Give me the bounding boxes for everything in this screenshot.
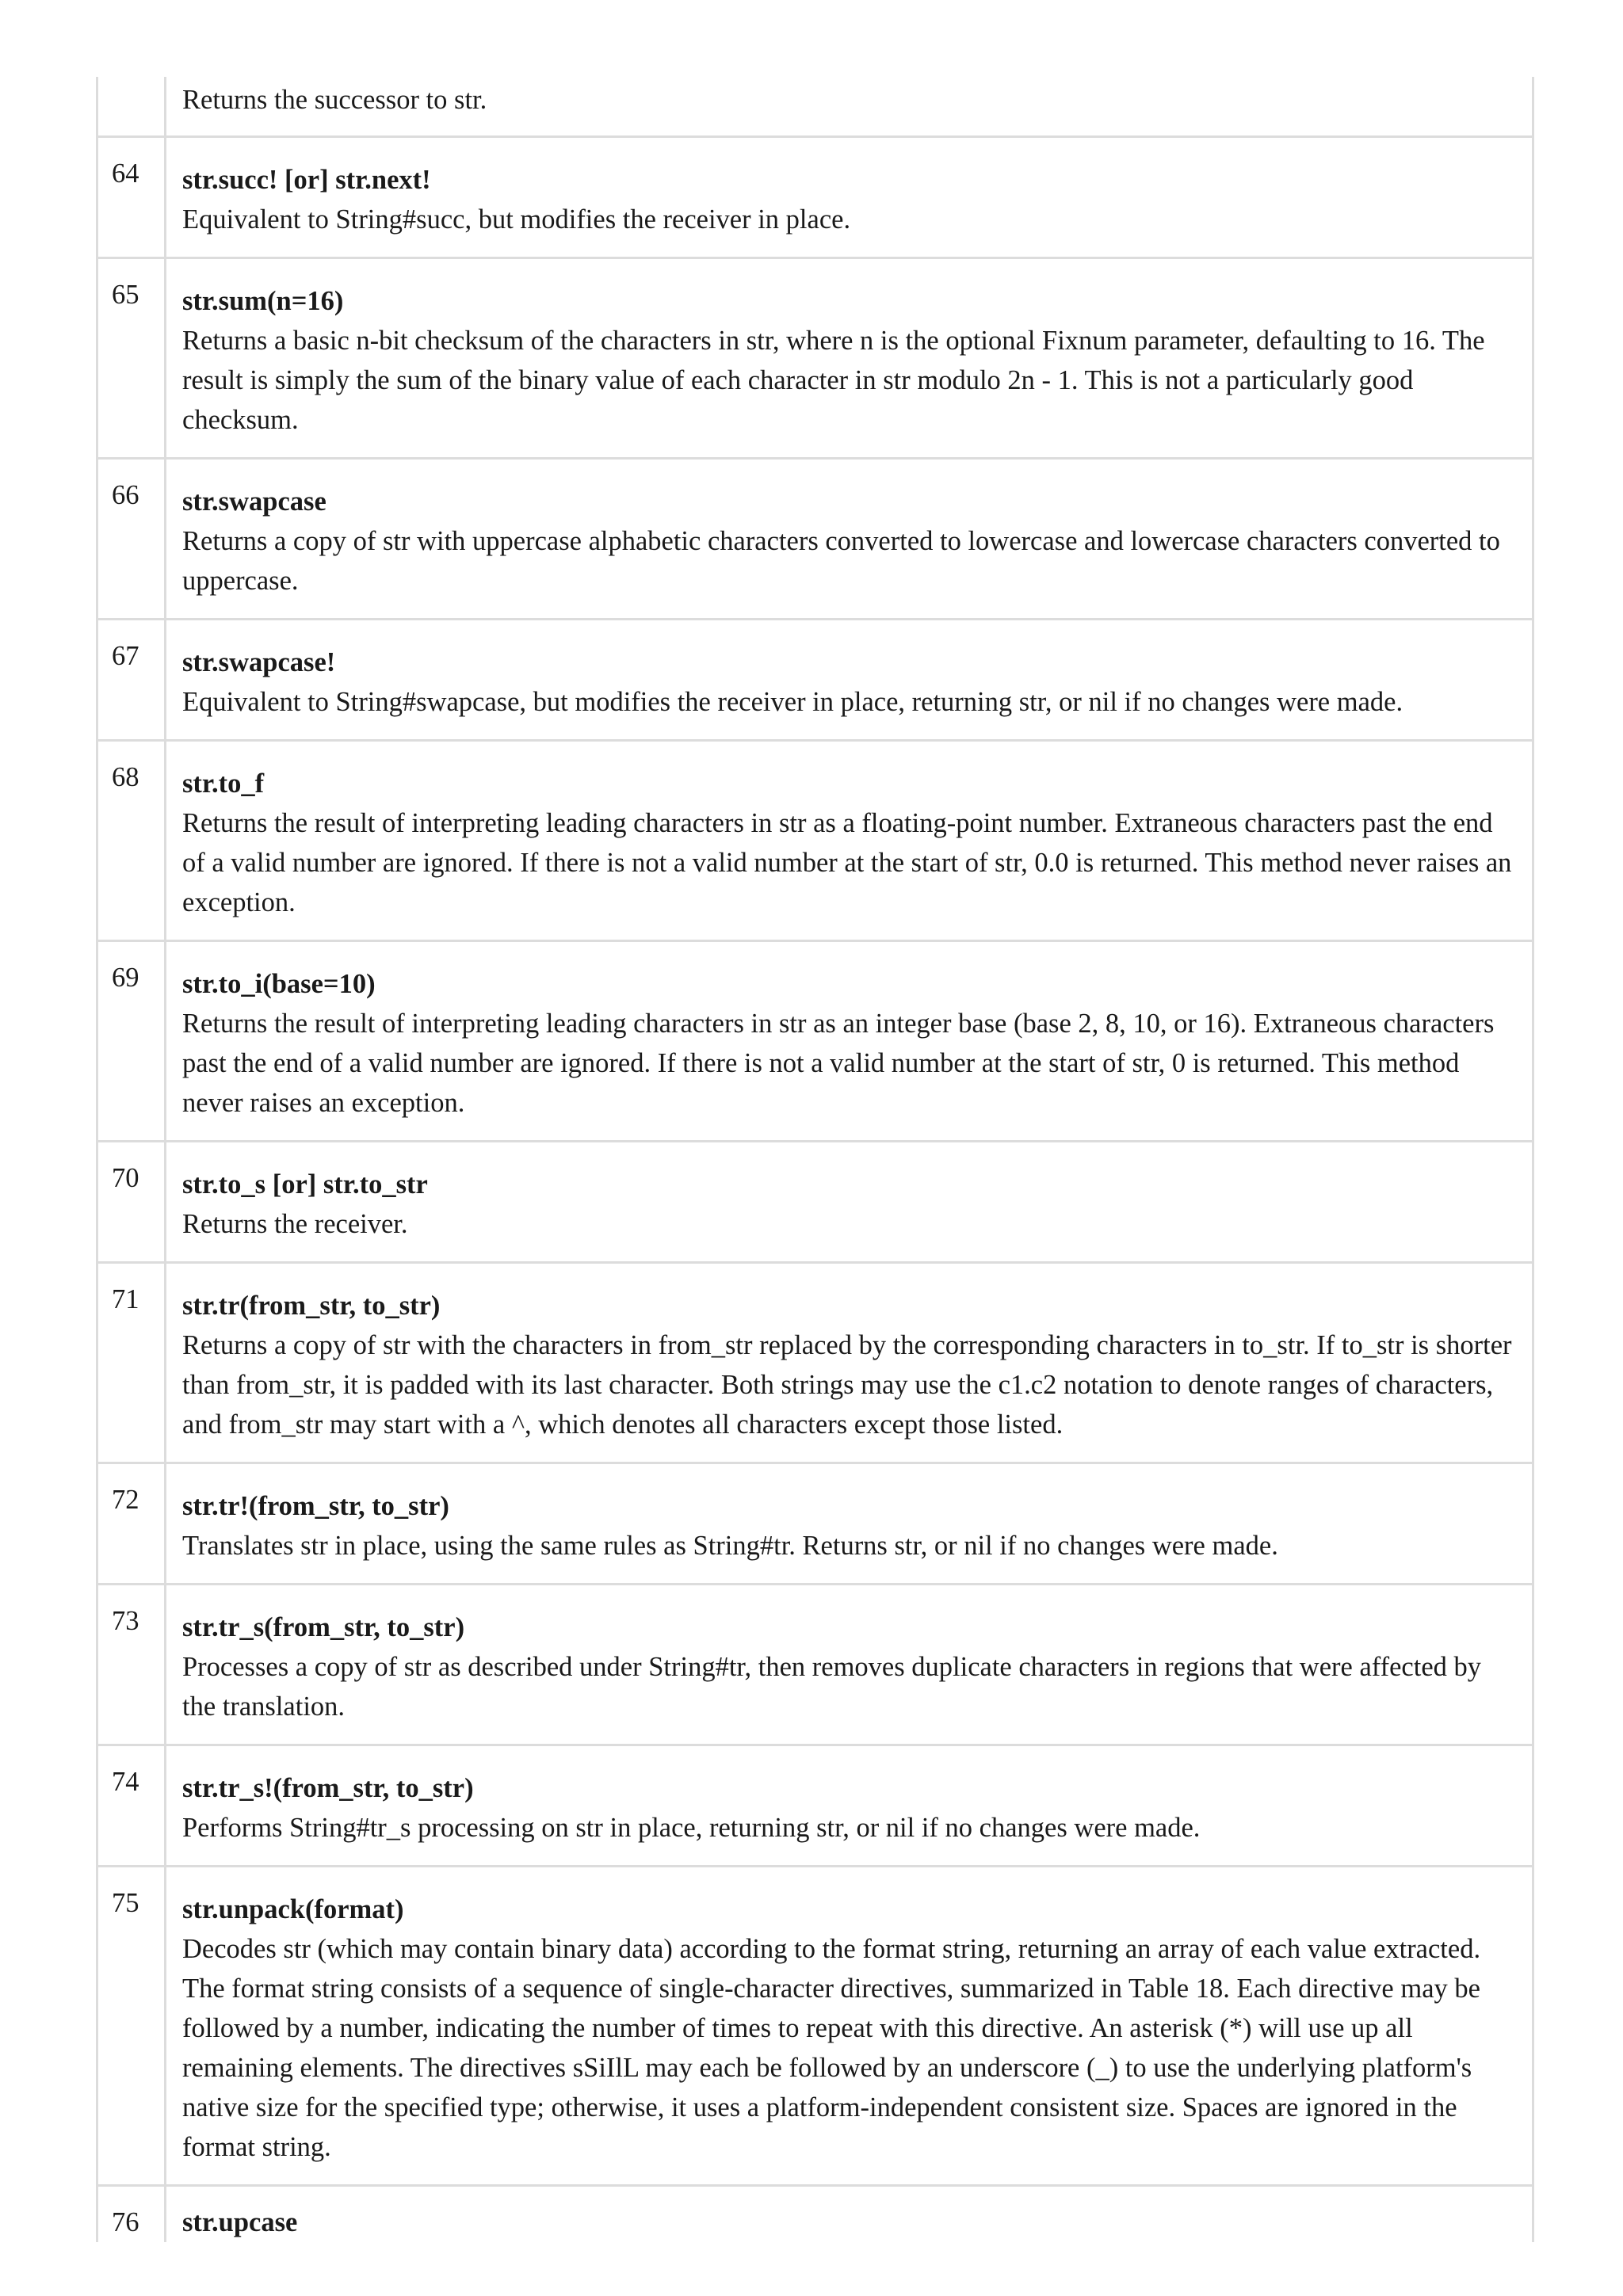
- method-signature: str.to_i(base=10): [182, 969, 376, 999]
- row-number: 73: [97, 1585, 166, 1745]
- table-row: [97, 137, 1533, 258]
- row-number: 76: [97, 2186, 166, 2243]
- table-row: [97, 1867, 1533, 2186]
- method-signature: str.tr_s(from_str, to_str): [182, 1612, 465, 1642]
- table-row: [97, 2186, 1533, 2243]
- row-number: 67: [97, 620, 166, 741]
- row-content: [166, 1463, 1533, 1585]
- table-row: [97, 1463, 1533, 1585]
- row-number: 69: [97, 941, 166, 1142]
- string-methods-table: [96, 77, 1534, 2242]
- method-description: Returns the receiver.: [182, 1209, 408, 1239]
- row-content: [166, 1263, 1533, 1463]
- table-row: [97, 1263, 1533, 1463]
- method-signature: str.sum(n=16): [182, 286, 344, 316]
- row-content: [166, 137, 1533, 258]
- row-content: [166, 2186, 1533, 2243]
- row-number: 66: [97, 459, 166, 620]
- method-signature: str.upcase: [182, 2207, 298, 2237]
- method-description: Returns a copy of str with the characters in from_str replaced by the corresponding characters in to_str. If to_str is shorter than from_str, it is padded with its last character. Both strings may use the c1.c2 notation to denote ranges of characters, and from_str may start with a ^, which denotes all characters except those listed.: [182, 1330, 1512, 1440]
- table-row: [97, 1585, 1533, 1745]
- method-signature: str.swapcase: [182, 486, 327, 517]
- row-content: [166, 741, 1533, 941]
- table-body: [97, 77, 1533, 2242]
- row-content: [166, 77, 1533, 137]
- row-number: 75: [97, 1867, 166, 2186]
- table-row: [97, 741, 1533, 941]
- method-signature: str.tr_s!(from_str, to_str): [182, 1773, 474, 1803]
- table-row: [97, 77, 1533, 137]
- method-description: Performs String#tr_s processing on str in place, returning str, or nil if no changes were made.: [182, 1813, 1201, 1843]
- method-signature: str.unpack(format): [182, 1894, 404, 1924]
- row-content: [166, 1585, 1533, 1745]
- table-row: [97, 459, 1533, 620]
- method-signature: str.tr(from_str, to_str): [182, 1291, 441, 1321]
- method-description: Translates str in place, using the same rules as String#tr. Returns str, or nil if no changes were made.: [182, 1531, 1278, 1561]
- row-number: 74: [97, 1745, 166, 1867]
- row-number: 70: [97, 1142, 166, 1263]
- method-description: Processes a copy of str as described under String#tr, then removes duplicate characters in regions that were affected by the translation.: [182, 1652, 1482, 1722]
- table-row: [97, 1142, 1533, 1263]
- method-signature: str.to_f: [182, 769, 265, 799]
- method-signature: str.to_s [or] str.to_str: [182, 1169, 428, 1199]
- row-number: 71: [97, 1263, 166, 1463]
- method-description: Returns a copy of str with uppercase alphabetic characters converted to lowercase and lowercase characters converted to uppercase.: [182, 526, 1500, 596]
- row-content: [166, 258, 1533, 459]
- method-signature: str.succ! [or] str.next!: [182, 165, 431, 195]
- table-row: [97, 941, 1533, 1142]
- row-number: [97, 77, 166, 137]
- row-content: [166, 941, 1533, 1142]
- method-description: Decodes str (which may contain binary data) according to the format string, returning an array of each value extracted. The format string consists of a sequence of single-character directives, summarized in Table 18. Each directive may be followed by a number, indicating the number of times to repeat with this directive. An asterisk (*) will use up all remaining elements. The directives sSiIlL may each be followed by an underscore (_) to use the underlying platform's native size for the specified type; otherwise, it uses a platform-independent consistent size. Spaces are ignored in the format string.: [182, 1934, 1481, 2162]
- row-content: [166, 1142, 1533, 1263]
- method-description: Returns the result of interpreting leading characters in str as a floating-point number. Extraneous characters past the end of a valid number are ignored. If there is not a valid number at the start of str, 0.0 is returned. This method never raises an exception.: [182, 808, 1512, 917]
- method-description: Returns the successor to str.: [182, 85, 487, 115]
- method-description: Returns a basic n-bit checksum of the characters in str, where n is the optional Fixnum parameter, defaulting to 16. The result is simply the sum of the binary value of each character in str modulo 2n - 1. This is not a particularly good checksum.: [182, 326, 1485, 435]
- method-description: Equivalent to String#succ, but modifies the receiver in place.: [182, 204, 851, 235]
- row-number: 65: [97, 258, 166, 459]
- method-signature: str.swapcase!: [182, 647, 336, 677]
- row-number: 68: [97, 741, 166, 941]
- row-number: 64: [97, 137, 166, 258]
- row-content: [166, 620, 1533, 741]
- table-row: [97, 1745, 1533, 1867]
- method-description: Equivalent to String#swapcase, but modifies the receiver in place, returning str, or nil if no changes were made.: [182, 687, 1403, 717]
- table-row: [97, 620, 1533, 741]
- method-signature: str.tr!(from_str, to_str): [182, 1491, 449, 1521]
- row-content: [166, 1745, 1533, 1867]
- row-content: [166, 459, 1533, 620]
- row-content: [166, 1867, 1533, 2186]
- table-row: [97, 258, 1533, 459]
- method-description: Returns the result of interpreting leading characters in str as an integer base (base 2, 8, 10, or 16). Extraneous characters past the end of a valid number are ignored. If there is not a valid number at the start of str, 0 is returned. This method never raises an exception.: [182, 1009, 1495, 1118]
- row-number: 72: [97, 1463, 166, 1585]
